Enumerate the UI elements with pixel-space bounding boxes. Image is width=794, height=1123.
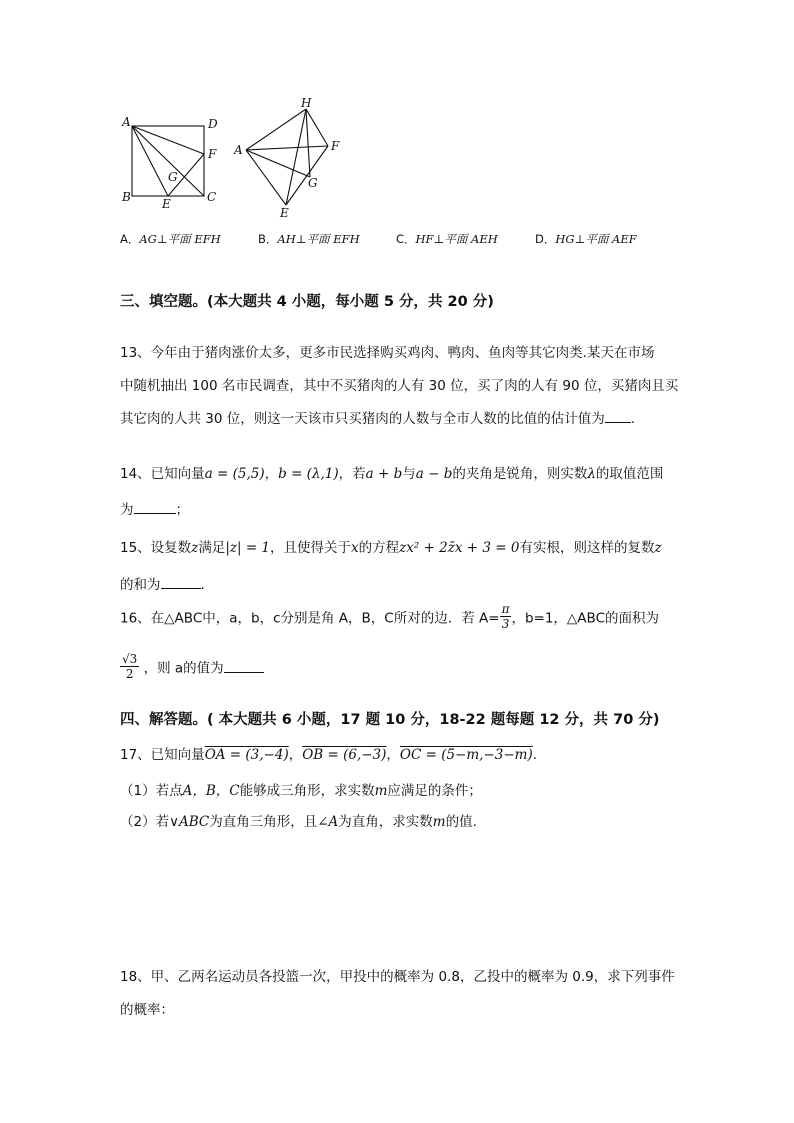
label-G2: G [308, 176, 318, 190]
figure-tetrahedron [228, 95, 353, 225]
label-B: B [122, 190, 131, 204]
option-b[interactable]: B．AH⊥平面 EFH [258, 232, 360, 246]
label-E2: E [280, 206, 289, 220]
label-G: G [168, 170, 178, 184]
option-d[interactable]: D．HG⊥平面 AEF [535, 232, 637, 246]
q14-line2: 为 ； [120, 502, 189, 518]
q13-line3: 其它肉的人共 30 位，则这一天该市只买猪肉的人数与全市人数的比值的估计值为 . [120, 411, 636, 427]
vector-oc: OC = (5−m,−3−m) [399, 747, 533, 763]
q13-line2: 中随机抽出 100 名市民调查，其中不买猪肉的人有 30 位，买了肉的人有 90 位，买猪肉且买 [120, 378, 679, 394]
answer-blank[interactable] [224, 660, 264, 673]
fraction-pi-3: $\frac{\pi}{3}$ [501, 602, 510, 631]
q14-line1: 14、已知向量a = (5,5)，b = (λ,1)，若a + b与a − b的夹角是锐角，则实数λ的取值范围 [120, 466, 664, 482]
label-F2: F [331, 139, 340, 153]
q16-line1: 16、在△ABC中，a，b，c分别是角 A，B，C所对的边．若 A= $\frac{\pi}{3}$ ，b=1，△ABC的面积为 [120, 602, 659, 631]
vector-a: a = (5,5) [204, 466, 265, 482]
vector-b: b = (λ,1) [278, 466, 339, 482]
label-A: A [122, 115, 131, 129]
q17-sub2: （2）若∨ABC为直角三角形，且∠A为直角，求实数m的值. [120, 814, 477, 830]
label-E: E [162, 197, 171, 210]
label-H: H [301, 96, 312, 110]
section4-header: 四、解答题。( 本大题共 6 小题，17 题 10 分，18-22 题每题 12 分，共 70 分) [120, 712, 660, 728]
fraction-sqrt3-2: $\frac{√3}{2}$ [122, 652, 138, 681]
q17-sub1: （1）若点A，B，C能够成三角形，求实数m应满足的条件； [120, 783, 482, 799]
section3-header: 三、填空题。(本大题共 4 小题，每小题 5 分，共 20 分) [120, 294, 494, 310]
q18-line1: 18、甲、乙两名运动员各投篮一次，甲投中的概率为 0.8，乙投中的概率为 0.9，求下列事件 [120, 969, 675, 985]
option-c[interactable]: C．HF⊥平面 AEH [396, 232, 498, 246]
q13-line1: 13、今年由于猪肉涨价太多，更多市民选择购买鸡肉、鸭肉、鱼肉等其它肉类.某天在市场 [120, 345, 655, 361]
option-a[interactable]: A．AG⊥平面 EFH [120, 232, 221, 246]
q16-line2: $\frac{√3}{2}$ ，则 a的值为 [120, 652, 264, 681]
answer-blank[interactable] [161, 576, 201, 589]
q18-line2: 的概率： [120, 1002, 174, 1018]
q15-line2: 的和为 . [120, 577, 205, 593]
vector-oa: OA = (3,−4) [204, 747, 289, 763]
vector-ob: OB = (6,−3) [302, 747, 387, 763]
label-F: F [208, 147, 217, 161]
q15-line1: 15、设复数z满足|z| = 1，且使得关于x的方程zx² + 2z̄x + 3 = 0有实根，则这样的复数z [120, 540, 662, 556]
label-D: D [208, 117, 218, 131]
label-C: C [207, 190, 217, 204]
q17-line1: 17、已知向量OA = (3,−4)，OB = (6,−3)，OC = (5−m,−3−m). [120, 747, 538, 763]
figure-square [118, 110, 228, 210]
label-A2: A [234, 143, 243, 157]
answer-blank[interactable] [134, 501, 176, 514]
answer-blank[interactable] [605, 410, 631, 423]
